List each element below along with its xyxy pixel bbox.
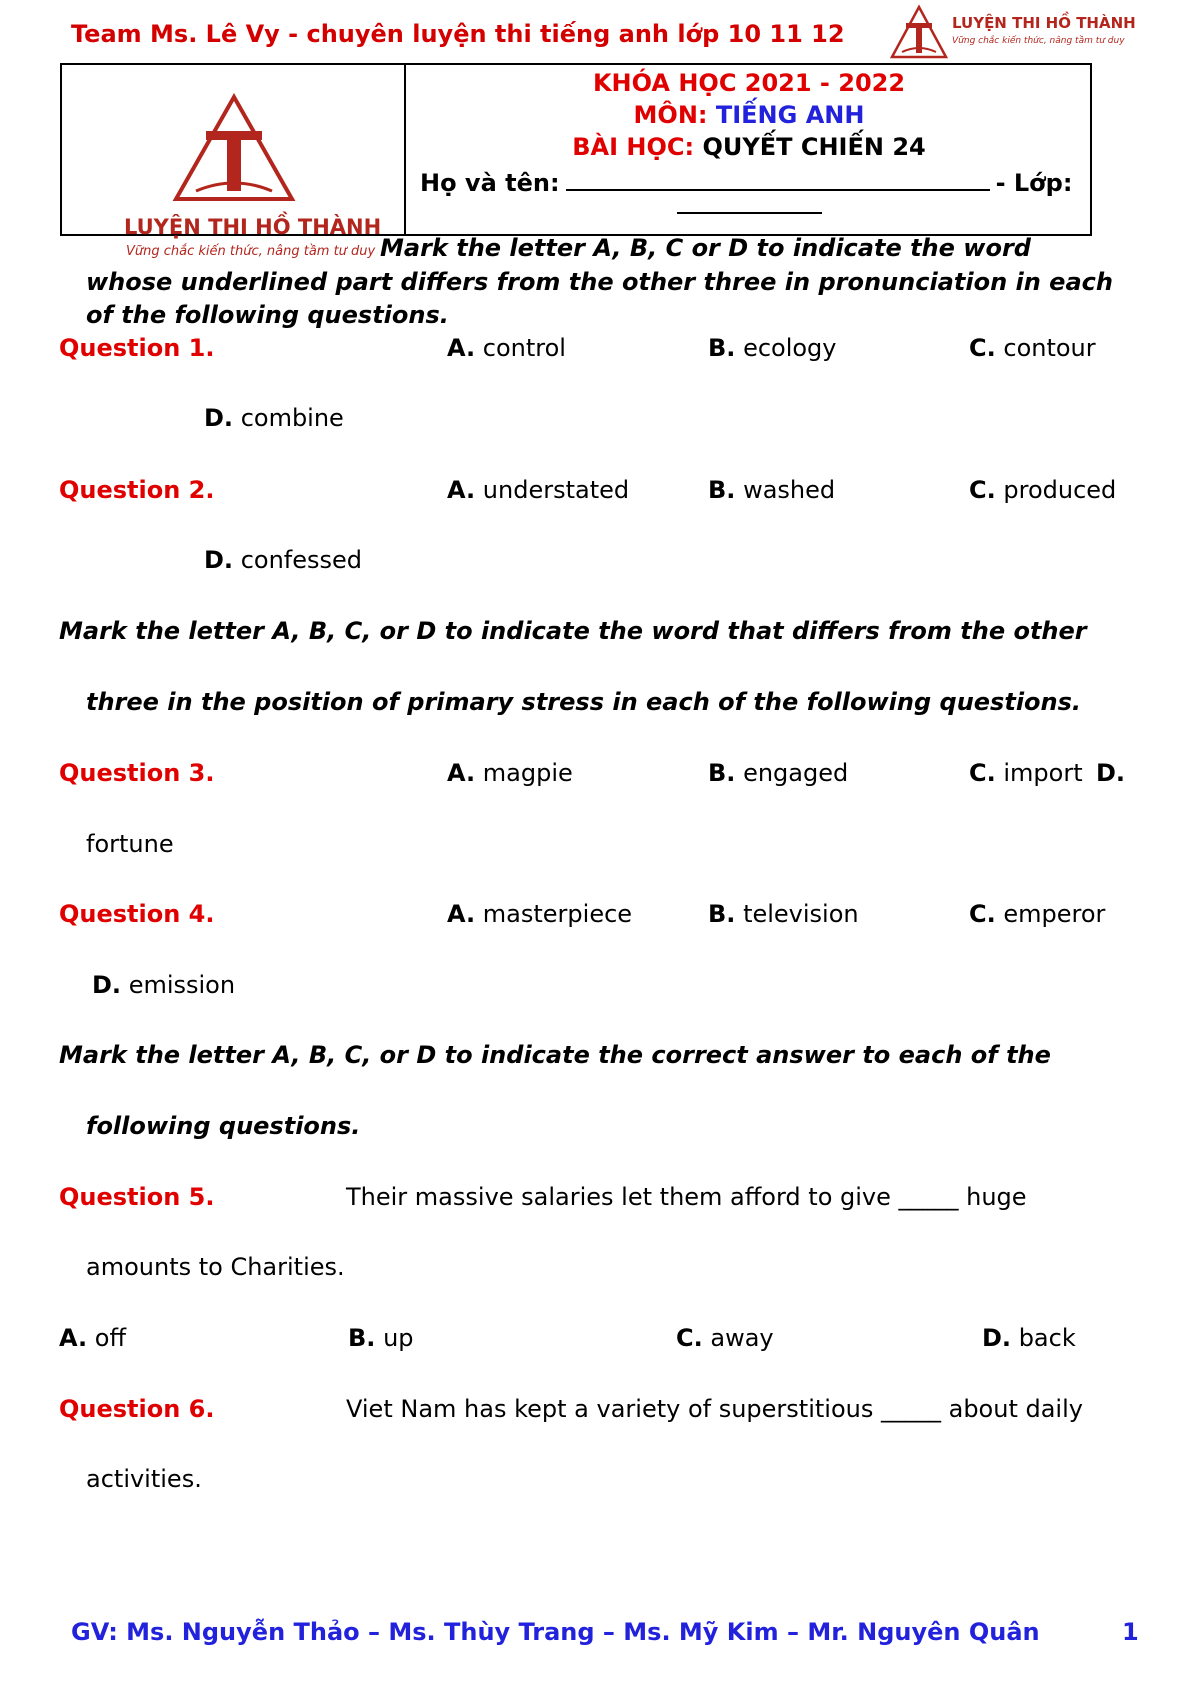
option-text: emission (128, 971, 236, 999)
option-letter: B. (708, 476, 736, 504)
option-text: contour (1003, 334, 1096, 362)
q1-option-c[interactable] (969, 334, 1096, 362)
option-text: control (482, 334, 566, 362)
option-letter: A. (447, 759, 476, 787)
subject-label: MÔN: (633, 101, 708, 129)
option-text: import (1003, 759, 1083, 787)
option-text: off (94, 1324, 126, 1352)
option-letter: C. (969, 759, 996, 787)
lesson-line (406, 133, 1092, 161)
option-text: television (743, 900, 859, 928)
q2-option-d[interactable] (204, 546, 362, 574)
option-letter: A. (447, 900, 476, 928)
q1-option-d[interactable] (204, 404, 344, 432)
q5-option-c[interactable] (676, 1324, 774, 1352)
option-text: washed (743, 476, 836, 504)
name-field[interactable] (566, 169, 990, 191)
course-header-box (60, 63, 1092, 239)
name-line (420, 169, 1072, 197)
brand-logo-large (62, 65, 404, 239)
option-text: masterpiece (482, 900, 633, 928)
lesson-value: QUYẾT CHIẾN 24 (702, 133, 926, 161)
logo-triangle-icon (888, 4, 950, 60)
q6-stem-line2: activities. (86, 1465, 202, 1493)
q5-option-a[interactable] (59, 1324, 126, 1352)
name-label: Họ và tên: (420, 169, 560, 197)
question-4-label: Question 4. (59, 900, 215, 928)
q4-option-d[interactable] (92, 971, 235, 999)
option-letter: B. (708, 334, 736, 362)
instruction-correct-line2: following questions. (86, 1112, 361, 1140)
q3-option-d[interactable]: fortune (86, 830, 174, 858)
q3-option-c[interactable] (969, 759, 1083, 787)
instruction-correct-line1: Mark the letter A, B, C, or D to indicate the correct answer to each of the (59, 1041, 1051, 1069)
option-letter: C. (969, 476, 996, 504)
option-letter: C. (969, 334, 996, 362)
instruction-stress-line1: Mark the letter A, B, C, or D to indicate the word that differs from the other (59, 617, 1087, 645)
option-letter: D. (204, 404, 234, 432)
course-year: KHÓA HỌC 2021 - 2022 (592, 69, 906, 97)
q4-option-a[interactable] (447, 900, 632, 928)
q4-option-c[interactable] (969, 900, 1105, 928)
q3-option-d-letter[interactable]: D. (1096, 759, 1126, 787)
class-field[interactable] (677, 212, 822, 214)
q5-stem-line1: Their massive salaries let them afford to give _____ huge (346, 1183, 1027, 1211)
team-header: Team Ms. Lê Vy - chuyên luyện thi tiếng anh lớp 10 11 12 (71, 20, 845, 48)
q1-option-a[interactable] (447, 334, 566, 362)
lesson-label: BÀI HỌC: (572, 133, 695, 161)
option-text: ecology (743, 334, 837, 362)
option-text: produced (1003, 476, 1117, 504)
logo-large-triangle-icon (172, 93, 296, 203)
option-letter: B. (708, 900, 736, 928)
q2-option-b[interactable] (708, 476, 835, 504)
option-letter: C. (676, 1324, 703, 1352)
brand-logo-small (888, 4, 1136, 60)
q3-option-b[interactable] (708, 759, 848, 787)
question-5-label: Question 5. (59, 1183, 215, 1211)
question-3-label: Question 3. (59, 759, 215, 787)
question-1-label: Question 1. (59, 334, 215, 362)
option-letter: A. (59, 1324, 88, 1352)
option-letter: B. (708, 759, 736, 787)
option-text: engaged (743, 759, 849, 787)
subject-line (406, 101, 1092, 129)
q3-option-a[interactable] (447, 759, 573, 787)
footer-teachers: GV: Ms. Nguyễn Thảo – Ms. Thùy Trang – Ms. Mỹ Kim – Mr. Nguyên Quân (71, 1618, 1040, 1646)
instruction-stress-line2: three in the position of primary stress in each of the following questions. (86, 688, 1082, 716)
option-text: away (710, 1324, 774, 1352)
instruction-pronunciation-line1: Mark the letter A, B, C or D to indicate the word (380, 234, 1031, 262)
q2-option-a[interactable] (447, 476, 629, 504)
q6-stem-line1: Viet Nam has kept a variety of superstitious _____ about daily (346, 1395, 1083, 1423)
option-text: emperor (1003, 900, 1106, 928)
question-2-label: Question 2. (59, 476, 215, 504)
logo-large-slogan: Vững chắc kiến thức, nâng tầm tư duy (126, 244, 376, 259)
option-letter: D. (204, 546, 234, 574)
option-text: up (383, 1324, 414, 1352)
option-letter: C. (969, 900, 996, 928)
option-text: confessed (240, 546, 362, 574)
class-label: - Lớp: (995, 169, 1073, 197)
q5-option-d[interactable] (982, 1324, 1076, 1352)
instruction-pronunciation-line3: of the following questions. (86, 301, 449, 329)
option-letter: B. (348, 1324, 376, 1352)
option-text: magpie (482, 759, 573, 787)
logo-small-title: LUYỆN THI HỒ THÀNH (952, 14, 1136, 32)
option-text: understated (482, 476, 630, 504)
page-number: 1 (1122, 1618, 1139, 1646)
option-letter: D. (92, 971, 122, 999)
option-text: combine (240, 404, 344, 432)
q1-option-b[interactable] (708, 334, 837, 362)
q2-option-c[interactable] (969, 476, 1116, 504)
option-letter: A. (447, 476, 476, 504)
option-letter: D. (982, 1324, 1012, 1352)
logo-large-title: LUYỆN THI HỒ THÀNH (124, 215, 382, 239)
q5-stem-line2: amounts to Charities. (86, 1253, 345, 1281)
q4-option-b[interactable] (708, 900, 859, 928)
q5-option-b[interactable] (348, 1324, 414, 1352)
instruction-pronunciation-line2: whose underlined part differs from the other three in pronunciation in each (86, 268, 1113, 296)
logo-small-slogan: Vững chắc kiến thức, nâng tầm tư duy (952, 36, 1125, 46)
question-6-label: Question 6. (59, 1395, 215, 1423)
option-letter: A. (447, 334, 476, 362)
subject-value: TIẾNG ANH (715, 101, 865, 129)
option-text: back (1018, 1324, 1076, 1352)
